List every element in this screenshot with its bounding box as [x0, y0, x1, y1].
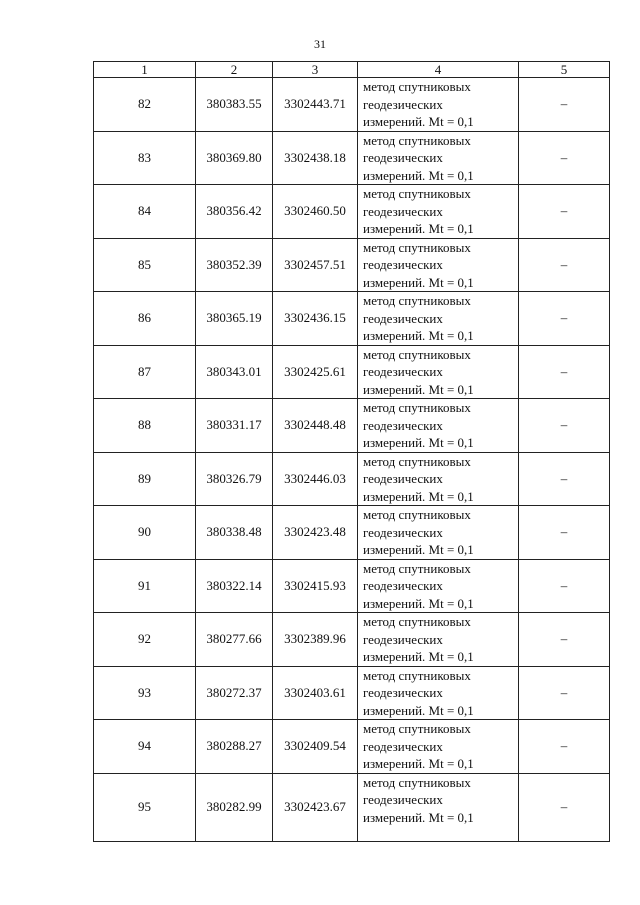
x-coordinate-cell: 380277.66: [196, 613, 273, 667]
method-line: метод спутниковых: [363, 132, 471, 148]
y-coordinate-cell: 3302443.71: [273, 78, 358, 132]
method-line: измерений. Mt = 0,1: [363, 488, 474, 504]
method-line: измерений. Mt = 0,1: [363, 649, 474, 664]
note-cell: –: [519, 78, 610, 132]
table-row: [94, 559, 610, 613]
coordinates-table: [93, 61, 610, 842]
y-coordinate-cell: 3302438.18: [273, 131, 358, 185]
method-line: геодезических: [363, 471, 443, 486]
method-line: измерений. Mt = 0,1: [363, 809, 474, 825]
x-coordinate-cell: 380383.55: [196, 78, 273, 132]
method-line: геодезических: [363, 738, 443, 754]
table-body: [94, 78, 610, 842]
note-cell: –: [519, 292, 610, 346]
point-number-cell: 84: [94, 185, 196, 239]
method-line: метод спутниковых: [363, 186, 471, 201]
header-row: [94, 62, 610, 78]
method-line: измерений. Mt = 0,1: [363, 702, 474, 718]
method-line: метод спутниковых: [363, 239, 471, 255]
y-coordinate-cell: 3302415.93: [273, 559, 358, 613]
x-coordinate-cell: 380322.14: [196, 559, 273, 613]
method-line: геодезических: [363, 150, 443, 165]
point-number-cell: 88: [94, 399, 196, 453]
method-line: метод спутниковых: [363, 721, 471, 736]
method-line: геодезических: [363, 96, 443, 112]
method-line: измерений. Mt = 0,1: [363, 114, 474, 129]
y-coordinate-cell: 3302457.51: [273, 238, 358, 292]
method-line: измерений. Mt = 0,1: [363, 595, 474, 611]
point-number-cell: 90: [94, 506, 196, 560]
point-number-cell: 93: [94, 666, 196, 720]
method-line: геодезических: [363, 310, 443, 326]
method-line: измерений. Mt = 0,1: [363, 274, 474, 290]
note-cell: –: [519, 666, 610, 720]
note-cell: –: [519, 452, 610, 506]
y-coordinate-cell: 3302423.67: [273, 773, 358, 841]
method-line: геодезических: [363, 257, 443, 272]
y-coordinate-cell: 3302409.54: [273, 720, 358, 774]
method-line: метод спутниковых: [363, 560, 471, 576]
header-col-1: 1: [94, 62, 196, 78]
y-coordinate-cell: 3302403.61: [273, 666, 358, 720]
table-row: [94, 238, 610, 292]
method-line: измерений. Mt = 0,1: [363, 381, 474, 397]
method-line: геодезических: [363, 685, 443, 700]
method-cell: [358, 559, 519, 613]
method-line: измерений. Mt = 0,1: [363, 167, 474, 183]
y-coordinate-cell: 3302425.61: [273, 345, 358, 399]
note-cell: –: [519, 613, 610, 667]
table-row: [94, 506, 610, 560]
method-line: геодезических: [363, 203, 443, 219]
method-line: измерений. Mt = 0,1: [363, 328, 474, 343]
method-cell: [358, 452, 519, 506]
method-cell: [358, 131, 519, 185]
page-number: 31: [314, 37, 326, 51]
method-cell: [358, 292, 519, 346]
x-coordinate-cell: 380338.48: [196, 506, 273, 560]
note-cell: –: [519, 345, 610, 399]
method-line: геодезических: [363, 364, 443, 379]
note-cell: –: [519, 238, 610, 292]
table-row: [94, 452, 610, 506]
method-line: метод спутниковых: [363, 453, 471, 469]
table-row: [94, 399, 610, 453]
note-cell: –: [519, 131, 610, 185]
point-number-cell: 95: [94, 773, 196, 841]
header-col-3: 3: [273, 62, 358, 78]
method-line: геодезических: [363, 631, 443, 647]
x-coordinate-cell: 380343.01: [196, 345, 273, 399]
table-row: [94, 613, 610, 667]
method-cell: [358, 720, 519, 774]
header-col-5: 5: [519, 62, 610, 78]
y-coordinate-cell: 3302436.15: [273, 292, 358, 346]
method-line: метод спутниковых: [363, 614, 471, 629]
y-coordinate-cell: 3302446.03: [273, 452, 358, 506]
y-coordinate-cell: 3302448.48: [273, 399, 358, 453]
method-line: метод спутниковых: [363, 400, 471, 415]
y-coordinate-cell: 3302389.96: [273, 613, 358, 667]
method-line: геодезических: [363, 524, 443, 540]
table-row: [94, 185, 610, 239]
method-cell: [358, 399, 519, 453]
x-coordinate-cell: 380326.79: [196, 452, 273, 506]
x-coordinate-cell: 380288.27: [196, 720, 273, 774]
note-cell: –: [519, 720, 610, 774]
method-cell: [358, 78, 519, 132]
point-number-cell: 86: [94, 292, 196, 346]
point-number-cell: 82: [94, 78, 196, 132]
method-cell: [358, 185, 519, 239]
x-coordinate-cell: 380352.39: [196, 238, 273, 292]
note-cell: –: [519, 185, 610, 239]
header-col-2: 2: [196, 62, 273, 78]
method-cell: [358, 345, 519, 399]
x-coordinate-cell: 380272.37: [196, 666, 273, 720]
y-coordinate-cell: 3302423.48: [273, 506, 358, 560]
method-line: измерений. Mt = 0,1: [363, 542, 474, 557]
method-line: измерений. Mt = 0,1: [363, 756, 474, 771]
note-cell: –: [519, 773, 610, 841]
x-coordinate-cell: 380331.17: [196, 399, 273, 453]
x-coordinate-cell: 380369.80: [196, 131, 273, 185]
method-line: геодезических: [363, 792, 443, 807]
point-number-cell: 91: [94, 559, 196, 613]
note-cell: –: [519, 399, 610, 453]
point-number-cell: 83: [94, 131, 196, 185]
x-coordinate-cell: 380282.99: [196, 773, 273, 841]
method-line: геодезических: [363, 578, 443, 593]
table-row: [94, 720, 610, 774]
method-cell: [358, 238, 519, 292]
method-line: метод спутниковых: [363, 346, 471, 362]
method-line: измерений. Mt = 0,1: [363, 435, 474, 450]
y-coordinate-cell: 3302460.50: [273, 185, 358, 239]
method-cell: [358, 613, 519, 667]
header-col-4: 4: [358, 62, 519, 78]
point-number-cell: 85: [94, 238, 196, 292]
method-line: метод спутниковых: [363, 79, 471, 94]
point-number-cell: 92: [94, 613, 196, 667]
table-row: [94, 345, 610, 399]
method-cell: [358, 773, 519, 841]
method-line: метод спутниковых: [363, 667, 471, 683]
point-number-cell: 94: [94, 720, 196, 774]
method-line: метод спутниковых: [363, 774, 471, 790]
x-coordinate-cell: 380365.19: [196, 292, 273, 346]
method-cell: [358, 666, 519, 720]
point-number-cell: 89: [94, 452, 196, 506]
method-line: метод спутниковых: [363, 507, 471, 522]
method-line: метод спутниковых: [363, 293, 471, 308]
method-line: геодезических: [363, 417, 443, 433]
method-cell: [358, 506, 519, 560]
table-row: [94, 78, 610, 132]
method-line: измерений. Mt = 0,1: [363, 221, 474, 236]
note-cell: –: [519, 506, 610, 560]
table-row: [94, 666, 610, 720]
table-row: [94, 131, 610, 185]
table-row: [94, 292, 610, 346]
table-row: [94, 773, 610, 841]
note-cell: –: [519, 559, 610, 613]
x-coordinate-cell: 380356.42: [196, 185, 273, 239]
point-number-cell: 87: [94, 345, 196, 399]
